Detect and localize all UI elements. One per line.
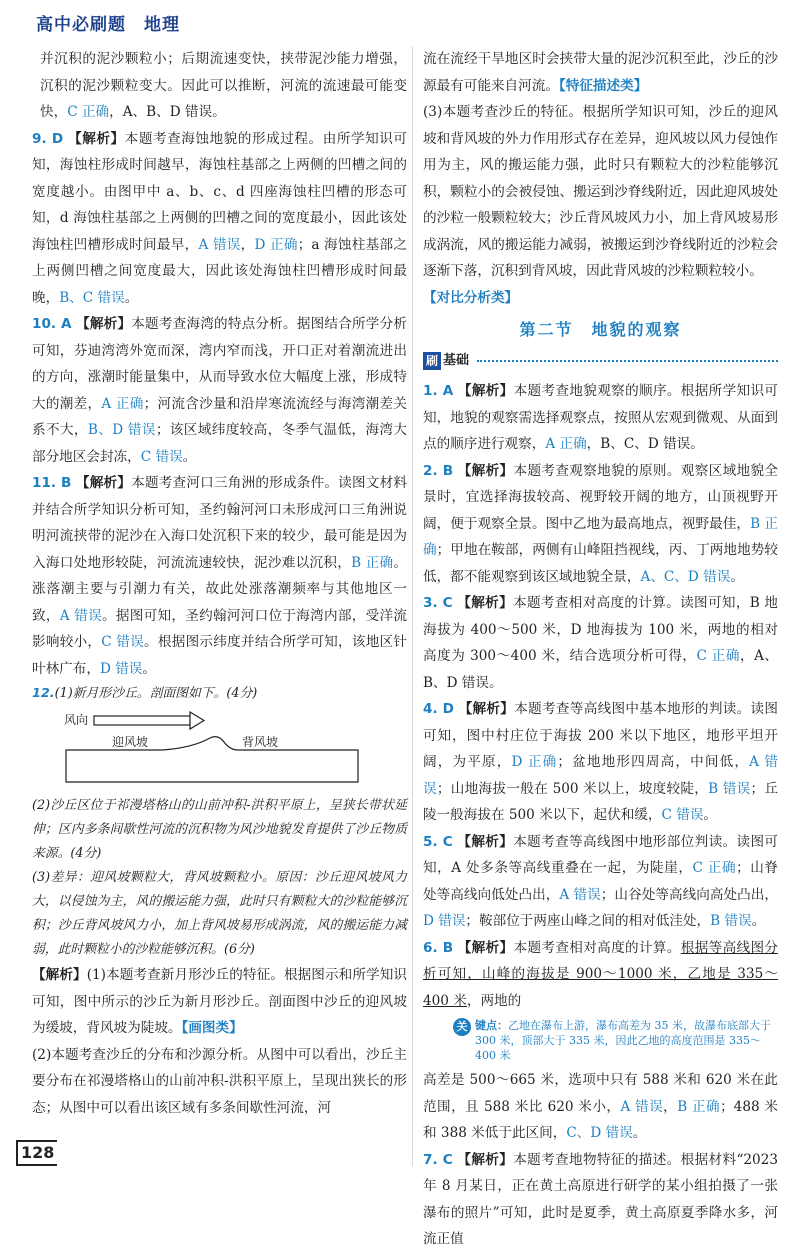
text: ，A、B、D 错误。 — [423, 648, 778, 691]
question-5 — [423, 829, 778, 935]
text: ；山地海拔一般在 500 米以上，坡度较陡， — [436, 780, 709, 797]
question-number: 10. A — [32, 316, 72, 332]
text: ；鞍部位于两座山峰之间的相对低洼处， — [465, 913, 711, 929]
category-tag: 【画图类】 — [181, 1020, 243, 1036]
text: 本题考查相对高度的计算。 — [513, 939, 681, 956]
answer-mark: B、C 错误 — [59, 289, 125, 306]
answer-mark: A 错误 — [423, 754, 778, 797]
text: 本题考查地貌观察的顺序。根据所学知识可知，地貌的观察需选择观察点，按照从宏观到微观、从面到点的顺序进行观察， — [423, 383, 778, 452]
answer-mark: A 错误 — [59, 607, 102, 624]
question-number: 7. C — [423, 1151, 453, 1168]
analysis-tag: 【解析】 — [457, 595, 514, 611]
text: 本题考查地物特征的描述。根据材料“2023 年 8 月某日，正在黄土高原进行研学的某小组拍摄了一张瀑布的照片”可知，此时是夏季，黄土高原夏季降水多，河流正值 — [423, 1151, 778, 1247]
text: ；山谷处等高线向高处凸出， — [600, 886, 779, 903]
text: 本题考查等高线图中地形部位判读。读图可知，A 处多条等高线重叠在一起，为陡崖， — [423, 833, 779, 876]
answer-mark: D 正确 — [254, 236, 298, 253]
analysis-tag: 【解析】 — [68, 130, 125, 147]
question-10 — [32, 311, 407, 470]
question-number: 6. B — [423, 939, 454, 956]
question-2 — [423, 458, 778, 591]
analysis-tag: 【解析】 — [76, 316, 132, 332]
text: 流在流经干旱地区时会挟带大量的泥沙沉积至此，沙丘的沙源最有可能来自河流。 — [423, 51, 778, 94]
answer-correct: C 正确 — [67, 104, 110, 120]
question-12-analysis-2: (2)本题考查沙丘的分布和沙源分析。从图中可以看出，沙丘主要分布在祁漫塔格山的山前冲积-洪积平原上，呈现出狭长的形态；从图中可以看出该区域有多条间歇性河流，河 — [32, 1046, 407, 1116]
dune-profile-diagram — [62, 710, 362, 788]
text: ，两地的 — [466, 992, 522, 1009]
text: ， — [240, 236, 255, 253]
answer-mark: B 正确 — [423, 515, 779, 558]
wind-arrow-icon — [94, 712, 204, 729]
text: ， — [663, 1098, 678, 1115]
analysis-tag: 【解析】 — [457, 383, 514, 399]
text: ；河流含沙量和沿岸寒流流经与海湾潮差关系不大， — [32, 395, 408, 438]
right-paragraph-3: (3)本题考查沙丘的特征。根据所学知识可知，沙丘的迎风坡和背风坡的外力作用形式存在差异，迎风坡以风力侵蚀作用为主，风的搬运能力强，此时只有颗粒大的沙粒能够沉积，颗粒小的会被侵蚀、搬运到沙脊线附近，因此迎风坡处的沙粒一般颗粒较大；沙丘背风坡风力小，加上背风坡易形成涡流，风的搬运能力减弱，被搬运到沙脊线附近的沙粒会逐渐下落，沉积到背风坡，因此背风坡的沙粒颗粒较小。 — [423, 104, 778, 279]
text: 并沉积的泥沙颗粒小；后期流速变快，挟带泥沙能力增强，沉积的泥沙颗粒变大。因此可以推断，河流的流速最可能变快， — [40, 51, 407, 120]
analysis-tag: 【解析】 — [457, 939, 514, 956]
question-number: 11. B — [32, 475, 72, 491]
right-category-tag — [423, 285, 778, 312]
page-header-title: 高中必刷题 地理 — [36, 15, 180, 35]
column-divider — [412, 46, 413, 1166]
text: 本题考查相对高度的计算。读图可知，B 地海拔为 400～500 米，D 地海拔为 100 米，两地的相对高度为 300～400 米，结合选项分析可得， — [423, 595, 778, 664]
leeward-slope-label: 背风坡 — [242, 735, 279, 749]
text: ；丘陵一般海拔在 500 米以下，起伏和缓， — [423, 780, 779, 823]
text: 。 — [142, 660, 156, 677]
dotted-divider — [477, 360, 778, 362]
text: ；甲地在鞍部，两侧有山峰阻挡视线，丙、丁两地地势较低，都不能观察到该区域地貌全景， — [423, 542, 778, 585]
question-number: 4. D — [423, 701, 454, 717]
page-number: 128 — [16, 1140, 57, 1166]
text: ；盆地地形四周高，中间低， — [557, 754, 750, 770]
answer-mark: C 正确 — [696, 648, 740, 664]
dune-profile-svg — [62, 710, 362, 788]
answer-mark: C、D 错误 — [566, 1125, 633, 1141]
key-point-label: 键点： — [475, 1019, 508, 1032]
text: ；山脊处等高线向低处凸出， — [423, 860, 778, 903]
underlined-text: 根据等高线图分析可知，山峰的海拔是 900～1000 米，乙地是 335～400 米 — [423, 939, 779, 1009]
answer-mark: C 错误 — [140, 448, 183, 465]
question-9 — [32, 126, 407, 312]
answer-mark: D 错误 — [423, 913, 466, 929]
answer-mark: D 正确 — [511, 754, 558, 770]
text: 。根据图示纬度并结合所学可知，该地区针叶林广布， — [32, 634, 408, 677]
text: 本题考查观察地貌的原则。观察区域地貌全景时，宜选择海拔较高、视野较开阔的地方，山顶视野开阔，便于观察全景。图中乙地为最高地点，视野最佳， — [423, 462, 779, 532]
answer-mark: C 正确 — [692, 860, 737, 876]
answer-mark: A 错误 — [620, 1098, 664, 1115]
answer-mark: A 错误 — [198, 236, 241, 253]
answer-mark: A 正确 — [101, 395, 144, 412]
question-number: 2. B — [423, 462, 454, 479]
answer-mark: B 错误 — [708, 780, 751, 797]
windward-slope-label: 迎风坡 — [112, 735, 149, 749]
answer-mark: A 错误 — [559, 886, 601, 903]
analysis-tag: 【解析】 — [457, 1151, 514, 1168]
wind-direction-label: 风向 — [64, 713, 89, 727]
question-12-part-3: (3)差异：迎风坡颗粒大，背风坡颗粒小。原因：沙丘迎风坡风力大，以侵蚀为主，风的搬运能力强，此时只有颗粒大的沙粒能够沉积；沙丘背风坡风力小，加上背风坡易形成涡流，风的搬运能力减弱，此时颗粒小的沙粒能够沉积。(6分) — [32, 870, 407, 957]
right-paragraph-continuation — [423, 46, 778, 99]
analysis-tag: 【解析】 — [32, 967, 87, 983]
basic-section-header — [423, 348, 778, 375]
analysis-tag: 【解析】 — [75, 475, 132, 491]
text: 本题考查河口三角洲的形成条件。读图文材料并结合所学知识分析可知，圣约翰河河口未形成河口三角洲说明河流挟带的泥沙在入海口处沉积下来的较少，最可能是因为入海口处地形较陡，河流流速较快，泥沙难以沉积， — [32, 475, 407, 571]
question-number: 1. A — [423, 383, 454, 399]
text: 。 — [703, 807, 718, 823]
question-1 — [423, 378, 778, 458]
text: 高差是 500～665 米，选项中只有 588 米和 620 米在此范围，且 588 米比 620 米小， — [423, 1072, 778, 1115]
answer-mark: D 错误 — [99, 660, 143, 677]
left-paragraph-continuation — [32, 46, 407, 126]
answer-mark: B 错误 — [710, 913, 752, 929]
key-point-icon: 关 — [453, 1018, 471, 1036]
question-11 — [32, 470, 407, 682]
answer-mark: B 正确 — [351, 554, 394, 571]
basic-label: 基础 — [443, 352, 470, 368]
text: (1)新月形沙丘。剖面图如下。(4分) — [54, 686, 258, 701]
category-tag: 【对比分析类】 — [423, 289, 519, 306]
text: 本题考查等高线图中基本地形的判读。读图可知，图中村庄位于海拔 200 米以下地区，地形平坦开阔，为平原， — [423, 701, 779, 770]
answer-mark: B、D 错误 — [87, 422, 156, 438]
section-title: 第二节 地貌的观察 — [519, 320, 682, 339]
right-column — [423, 46, 778, 1253]
question-12-part-1 — [32, 682, 407, 706]
text: 。涨落潮主要与引潮力有关，故此处涨落潮频率与其他地区一致， — [32, 554, 408, 624]
key-point-note — [423, 1018, 778, 1063]
answer-mark: C 错误 — [661, 807, 704, 823]
text: ；a 海蚀柱基部之上两侧凹槽之间宽度最大，因此该处海蚀柱凹槽形成时间最晚， — [32, 236, 408, 306]
dune-profile-outline — [66, 737, 358, 782]
question-12-part-2: (2)沙丘区位于祁漫塔格山的山前冲积-洪积平原上，呈狭长带状延伸；区内多条间歇性河流的沉积物为风沙地貌发育提供了沙丘物质来源。(4分) — [32, 798, 407, 861]
text: ；该区域纬度较高，冬季气温低，海湾大部分地区会封冻， — [32, 422, 407, 465]
question-6 — [423, 935, 778, 1015]
question-number: 3. C — [423, 595, 453, 611]
question-4 — [423, 696, 778, 829]
answer-mark: C 错误 — [101, 634, 144, 650]
question-number: 5. C — [423, 833, 453, 850]
question-number: 9. D — [32, 130, 64, 147]
answer-mark: A、C、D 错误 — [640, 568, 731, 585]
question-12-analysis-1 — [32, 962, 407, 1042]
text: (1)本题考查新月形沙丘的特征。根据图示和所学知识可知，图中所示的沙丘为新月形沙丘。剖面图中沙丘的迎风坡为缓坡，背风坡为陡坡。 — [32, 967, 407, 1036]
text: ，A、B、D 错误。 — [109, 104, 226, 120]
text: 。 — [182, 448, 197, 465]
question-7 — [423, 1147, 778, 1253]
text: 。 — [632, 1125, 647, 1141]
text: ，B、C、D 错误。 — [586, 436, 704, 452]
analysis-tag: 【解析】 — [458, 701, 515, 717]
text: 本题考查海蚀地貌的形成过程。由所学知识可知，海蚀柱形成时间越早，海蚀柱基部之上两侧的凹槽之间的宽度越小。由图甲中 a、b、c、d 四座海蚀柱凹槽的形态可知，d 海蚀柱基部之上两侧的凹槽之间的宽度最小，因此该处海蚀柱凹槽形成时间最早， — [32, 130, 408, 253]
text: 。据图可知，圣约翰河河口位于海湾内部，受洋流影响较小， — [32, 607, 408, 650]
category-tag: 【特征描述类】 — [558, 77, 648, 94]
question-number: 12. — [32, 686, 55, 701]
answer-mark: A 正确 — [545, 436, 587, 452]
question-6-continued — [423, 1067, 778, 1147]
analysis-tag: 【解析】 — [457, 462, 514, 479]
key-point-text: 乙地在瀑布上游，瀑布高差为 35 米，故瀑布底部大于 300 米，顶部大于 335 米，因此乙地的高度范围是 335～400 米 — [475, 1019, 771, 1062]
text: 。 — [124, 289, 139, 306]
question-3 — [423, 590, 778, 696]
answer-mark: B 正确 — [677, 1098, 721, 1115]
analysis-tag: 【解析】 — [457, 833, 514, 850]
brush-badge-icon: 刷 — [423, 352, 441, 370]
text: ；488 米和 388 米低于此区间， — [423, 1098, 779, 1141]
text: 。 — [730, 568, 744, 585]
left-column — [32, 46, 407, 1121]
text: 本题考查海湾的特点分析。据图结合所学分析可知，芬迪湾湾外宽而深，湾内窄而浅，开口正对着潮流进出的方向，涨潮时能量集中，从而导致水位大幅度上涨，形成特大的潮差， — [32, 316, 407, 412]
text: 。 — [751, 913, 766, 929]
